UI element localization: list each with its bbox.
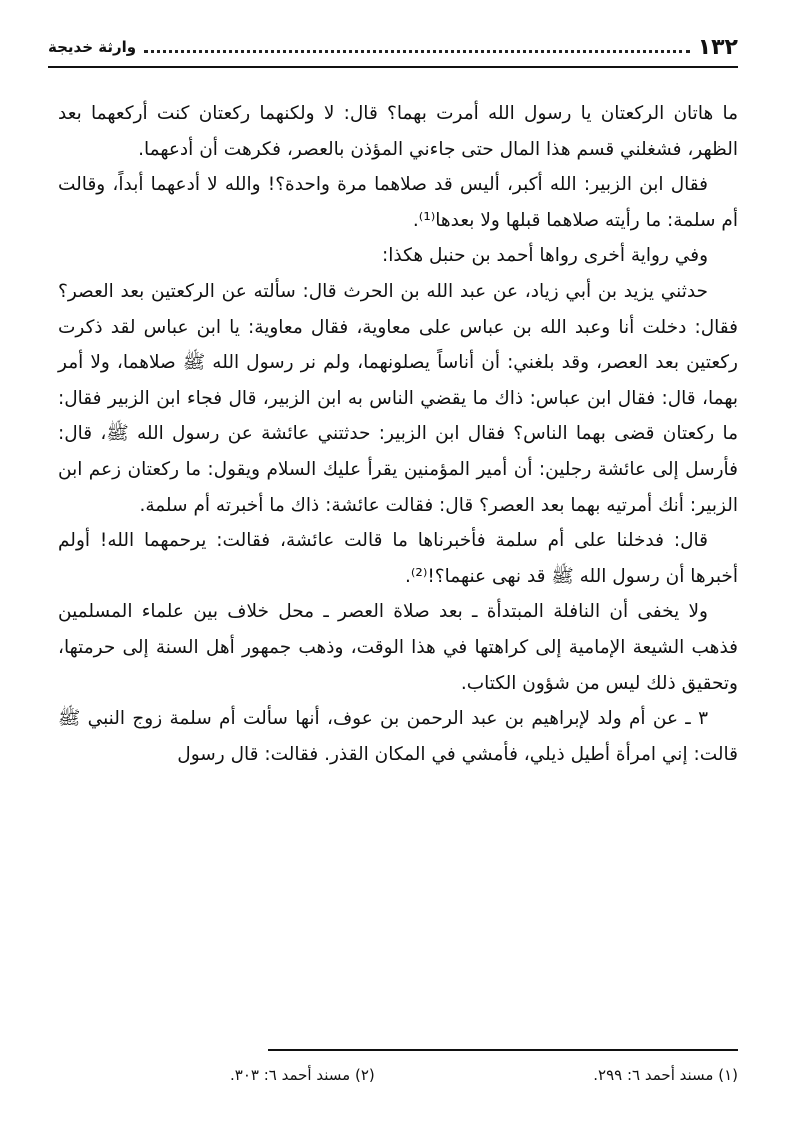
paragraph: وفي رواية أخرى رواها أحمد بن حنبل هكذا: — [382, 245, 708, 267]
page-number: ١٣٢ — [697, 34, 738, 60]
paragraph: فقال ابن الزبير: الله أكبر، أليس قد صلاهما مرة واحدة؟! والله لا أدعهما أبداً، وقالت أم سلمة: ما رأيته صلاهما قبلها ولا بعدها⁽¹⁾. — [58, 174, 738, 231]
footnote-2: (٢) مسند أحمد ٦: ٣٠٣. — [230, 1066, 375, 1084]
paragraph: حدثني يزيد بن أبي زياد، عن عبد الله بن الحرث قال: سألته عن الركعتين بعد العصر؟ فقال: دخلت أنا وعبد الله بن عباس على معاوية، فقال معاوية: يا ابن عباس لقد ذكرت ركعتين بعد العصر، وقد بلغني: أن أناساً يصلونهما، ولم نر رسول الله ﷺ صلاهما، ولا أمر بهما، قال: فقال ابن عباس: ذاك ما يقضي الناس به ابن الزبير، قال فجاء ابن الزبير فقال: ما ركعتان قضى بهما الناس؟ فقال ابن الزبير: حدثتني عائشة عن رسول الله ﷺ، قال: فأرسل إلى عائشة رجلين: أن أمير المؤمنين يقرأ عليك السلام ويقول: ما ركعتان زعم ابن الزبير: أنك أمرتيه بهما بعد العصر؟ قال: فقالت عائشة: ذاك ما أخبرته أم سلمة. — [58, 280, 738, 516]
paragraph: ولا يخفى أن النافلة المبتدأة ـ بعد صلاة العصر ـ محل خلاف بين علماء المسلمين فذهب الشيعة الإمامية إلى كراهتها في هذا الوقت، وذهب جمهور أهل السنة إلى حرمتها، وتحقيق ذلك ليس من شؤون الكتاب. — [58, 601, 738, 694]
paragraph: ما هاتان الركعتان يا رسول الله أمرت بهما؟ قال: لا ولكنهما ركعتان كنت أركعهما بعد الظهر، فشغلني قسم هذا المال حتى جاءني المؤذن بالعصر، فكرهت أن أدعهما. — [58, 103, 738, 160]
header-dot-leader — [144, 50, 690, 53]
paragraph: ٣ ـ عن أم ولد لإبراهيم بن عبد الرحمن بن عوف، أنها سألت أم سلمة زوج النبي ﷺ قالت: إني امرأة أطيل ذيلي، فأمشي في المكان القذر. فقالت: قال رسول — [58, 708, 738, 765]
footnote-rule — [268, 1049, 738, 1051]
footnotes — [230, 1060, 738, 1090]
paragraph: قال: فدخلنا على أم سلمة فأخبرناها ما قالت عائشة، فقالت: يرحمهما الله! أولم أخبرها أن رسول الله ﷺ قد نهى عنهما؟!⁽²⁾. — [58, 530, 738, 587]
footnote-1: (١) مسند أحمد ٦: ٢٩٩. — [593, 1066, 738, 1084]
page-header — [48, 30, 738, 64]
body-text — [58, 96, 738, 772]
header-rule — [48, 66, 738, 68]
running-title: وارثة خديجة — [48, 38, 137, 56]
